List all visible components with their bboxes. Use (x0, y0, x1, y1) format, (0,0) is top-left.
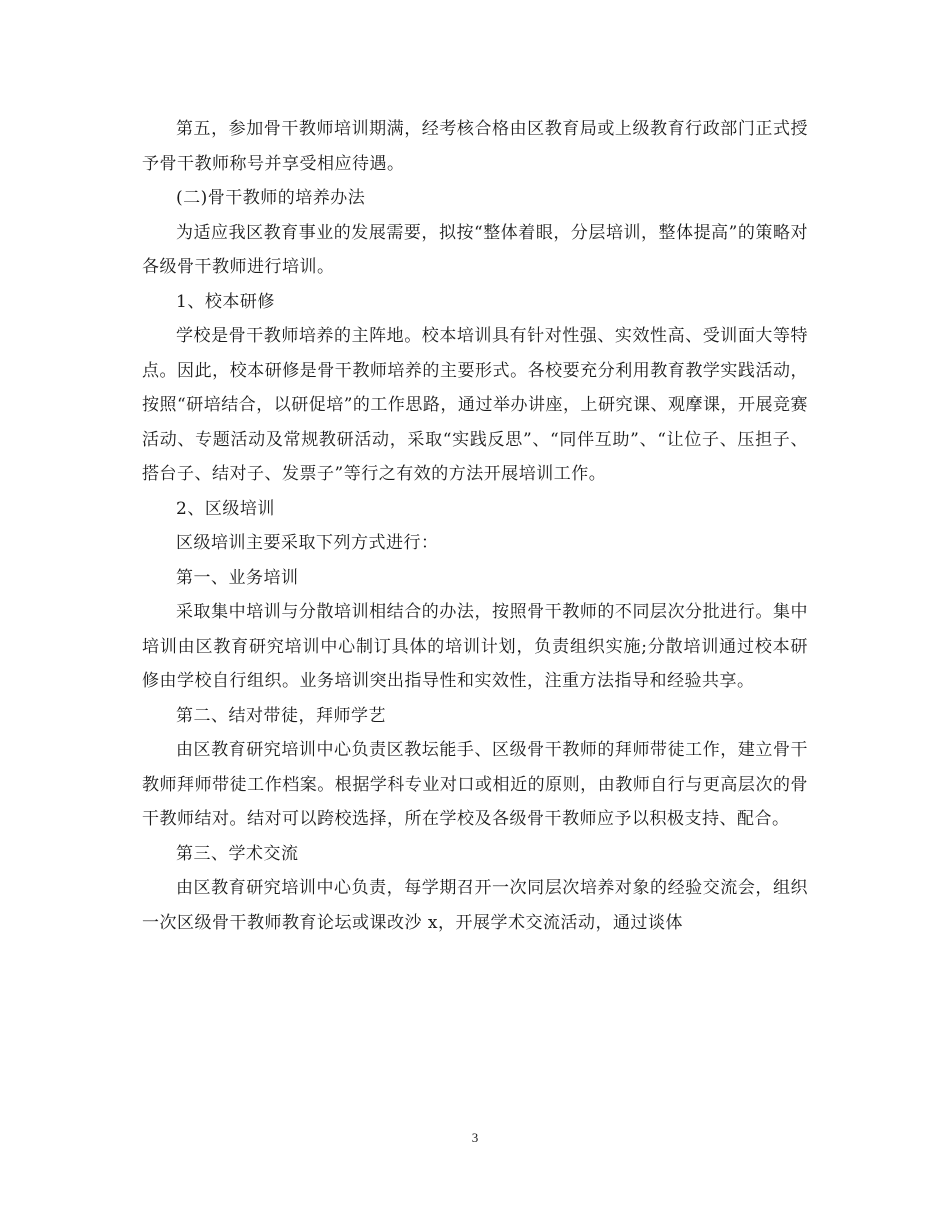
paragraph-mentorship: 由区教育研究培训中心负责区教坛能手、区级骨干教师的拜师带徒工作，建立骨干教师拜师带徒工作档案。根据学科专业对口或相近的原则，由教师自行与更高层次的骨干教师结对。结对可以跨校选择，所在学校及各级骨干教师应予以积极支持、配合。 (142, 740, 808, 829)
subheading-business-training: 第一、业务培训 (176, 567, 299, 588)
page-number: 3 (471, 1130, 479, 1145)
paragraph-academic-exchange: 由区教育研究培训中心负责，每学期召开一次同层次培养对象的经验交流会，组织一次区级骨干教师教育论坛或课改沙 x，开展学术交流活动，通过谈体 (142, 878, 808, 933)
paragraph-business-training: 采取集中培训与分散培训相结合的办法，按照骨干教师的不同层次分批进行。集中培训由区教育研究培训中心制订具体的培训计划，负责组织实施;分散培训通过校本研修由学校自行组织。业务培训突出指导性和实效性，注重方法指导和经验共享。 (142, 602, 808, 691)
section-heading-training-methods: (二)骨干教师的培养办法 (176, 188, 366, 208)
paragraph-district-training-intro: 区级培训主要采取下列方式进行： (176, 533, 439, 553)
subheading-district-training: 2、区级培训 (176, 498, 275, 519)
paragraph-training-strategy: 为适应我区教育事业的发展需要，拟按“整体着眼，分层培训，整体提高”的策略对各级骨干教师进行培训。 (142, 222, 808, 277)
subheading-mentorship: 第二、结对带徒，拜师学艺 (176, 705, 386, 726)
paragraph-school-based-training: 学校是骨干教师培养的主阵地。校本培训具有针对性强、实效性高、受训面大等特点。因此，校本研修是骨干教师培养的主要形式。各校要充分利用教育教学实践活动，按照“研培结合，以研促培”的工作思路，通过举办讲座，上研究课、观摩课，开展竞赛活动、专题活动及常规教研活动，采取“实践反思”、“同伴互助”、“让位子、压担子、搭台子、结对子、发票子”等行之有效的方法开展培训工作。 (142, 326, 808, 484)
subheading-school-based-training: 1、校本研修 (176, 291, 275, 312)
subheading-academic-exchange: 第三、学术交流 (176, 843, 299, 864)
document-body (142, 112, 808, 940)
paragraph-qualification: 第五，参加骨干教师培训期满，经考核合格由区教育局或上级教育行政部门正式授予骨干教师称号并享受相应待遇。 (142, 119, 808, 174)
